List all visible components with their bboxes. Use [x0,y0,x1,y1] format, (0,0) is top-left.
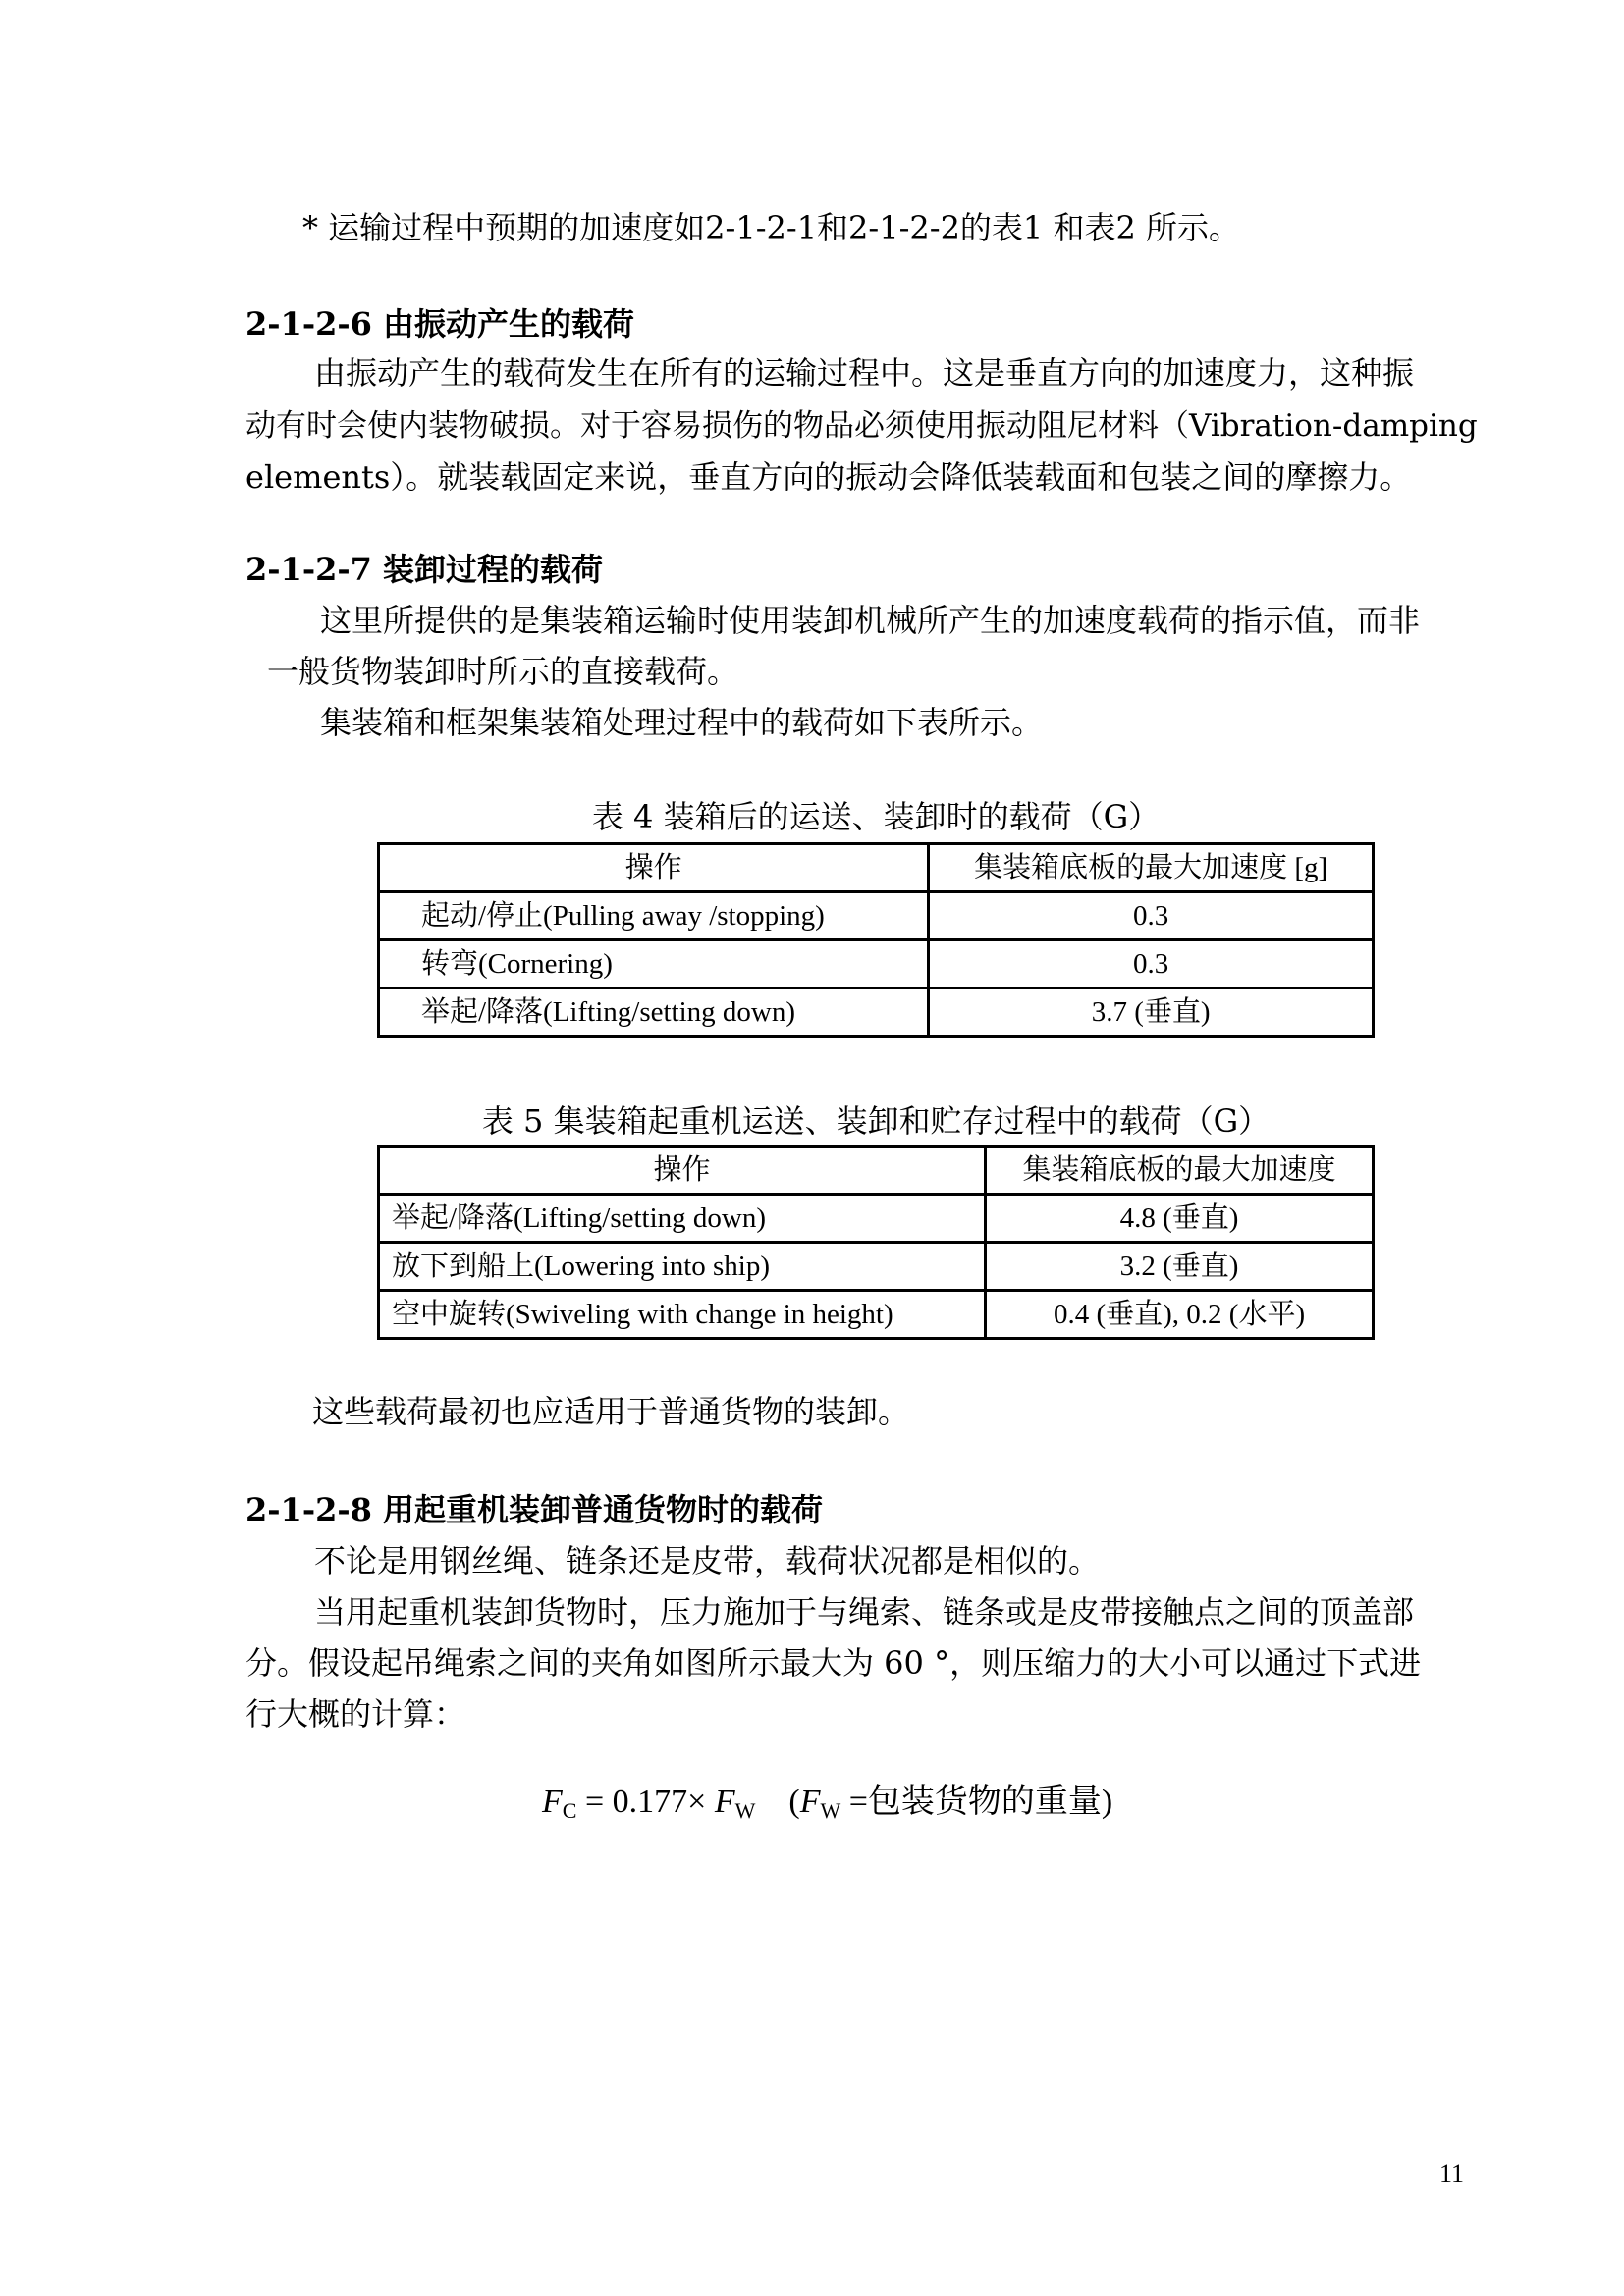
section-heading-2-1-2-7: 2-1-2-7 装卸过程的载荷 [245,551,604,588]
operation-cell: 转弯(Cornering) [379,940,929,988]
acceleration-cell: 3.2 (垂直) [986,1243,1374,1291]
paragraph-line: 由振动产生的载荷发生在所有的运输过程中。这是垂直方向的加速度力，这种振 [314,354,1415,392]
acceleration-cell: 4.8 (垂直) [986,1195,1374,1243]
table-row [379,1243,1374,1291]
paragraph-line: 当用起重机装卸货物时，压力施加于与绳索、链条或是皮带接触点之间的顶盖部 [314,1593,1415,1630]
table-5-caption: 表 5 集装箱起重机运送、装卸和贮存过程中的载荷（G） [481,1102,1271,1140]
table-row [379,1195,1374,1243]
table-row [379,892,1374,940]
formula-fc-subscript: C [562,1798,577,1823]
formula-tail: =包装货物的重量) [840,1784,1113,1820]
column-header: 操作 [379,844,929,892]
table-row [379,940,1374,988]
section-heading-2-1-2-6: 2-1-2-6 由振动产生的载荷 [245,305,635,343]
paragraph-line: 分。假设起吊绳索之间的夹角如图所示最大为 60 °，则压缩力的大小可以通过下式进 [245,1644,1422,1682]
formula-fw-subscript: W [734,1798,756,1823]
table-4 [377,842,1375,1038]
operation-cell: 举起/降落(Lifting/setting down) [379,988,929,1037]
formula-fw2-subscript: W [820,1798,841,1823]
compression-formula [542,1781,1112,1833]
table-5 [377,1145,1375,1340]
operation-cell: 起动/停止(Pulling away /stopping) [379,892,929,940]
intro-note: * 运输过程中预期的加速度如2-1-2-1和2-1-2-2的表1 和表2 所示。 [302,209,1240,246]
page-number: 11 [1439,2160,1465,2188]
table-header-row [379,844,1374,892]
paragraph-line: 一般货物装卸时所示的直接载荷。 [267,653,739,690]
acceleration-cell: 3.7 (垂直) [929,988,1374,1037]
table-row [379,988,1374,1037]
column-header: 集装箱底板的最大加速度 [986,1147,1374,1195]
table-row [379,1291,1374,1339]
column-header: 集装箱底板的最大加速度 [g] [929,844,1374,892]
acceleration-cell: 0.4 (垂直), 0.2 (水平) [986,1291,1374,1339]
section-heading-2-1-2-8: 2-1-2-8 用起重机装卸普通货物时的载荷 [245,1491,824,1528]
table-header-row [379,1147,1374,1195]
paragraph-line: 行大概的计算： [245,1695,466,1733]
formula-middle: = 0.177× [576,1784,715,1820]
formula-fw2: F [799,1784,821,1820]
after-tables-note: 这些载荷最初也应适用于普通货物的装卸。 [312,1393,910,1430]
formula-fw: F [714,1784,735,1820]
operation-cell: 空中旋转(Swiveling with change in height) [379,1291,986,1339]
operation-cell: 放下到船上(Lowering into ship) [379,1243,986,1291]
paragraph-line: 集装箱和框架集装箱处理过程中的载荷如下表所示。 [320,704,1044,741]
formula-fc: F [542,1784,563,1820]
paragraph-line: 不论是用钢丝绳、链条还是皮带，载荷状况都是相似的。 [314,1542,1101,1579]
formula-paren-open: ( [755,1784,800,1820]
paragraph-line: elements）。就装载固定来说，垂直方向的振动会降低装载面和包装之间的摩擦力。 [245,458,1412,496]
acceleration-cell: 0.3 [929,940,1374,988]
column-header: 操作 [379,1147,986,1195]
operation-cell: 举起/降落(Lifting/setting down) [379,1195,986,1243]
acceleration-cell: 0.3 [929,892,1374,940]
paragraph-line: 这里所提供的是集装箱运输时使用装卸机械所产生的加速度载荷的指示值，而非 [320,602,1421,639]
table-4-caption: 表 4 装箱后的运送、装卸时的载荷（G） [591,798,1161,835]
paragraph-line: 动有时会使内装物破损。对于容易损伤的物品必须使用振动阻尼材料（Vibration-damping [245,408,1478,444]
